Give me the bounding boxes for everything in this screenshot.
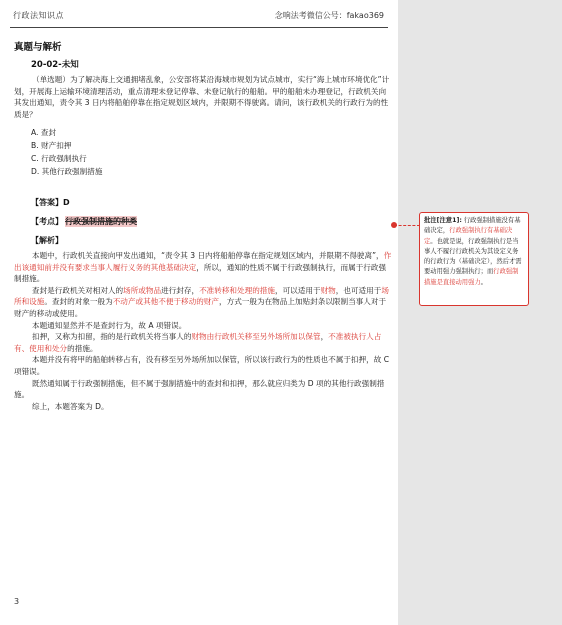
- comment-sidebar: [398, 0, 562, 625]
- keypoint-text: 行政强制措施的种类: [65, 217, 137, 226]
- analysis-paragraph-1: 本题中，行政机关直接向甲发出通知，“责令其 3 日内将船舶停靠在指定规划区域内，并限期不得驶离”，作出该通知前并没有要求当事人履行义务的其他基础决定，所以，通知的性质不属于行政强制执行，而属于行政强制措施。: [14, 251, 392, 284]
- question-id: 20-02-未知: [31, 60, 79, 70]
- analysis-paragraph-6: 既然通知属于行政强制措施，但不属于强制措施中的查封和扣押，那么就应归类为 D 项的其他行政强制措施。: [14, 378, 385, 400]
- analysis-paragraph-3: 本题通知显然并不是查封行为，故 A 项错误。: [32, 320, 187, 330]
- keypoint-label: 【考点】: [31, 217, 63, 226]
- analysis-highlight: 作出该通知前并没有要求当事人履行义务的其他基础决定: [14, 251, 392, 272]
- analysis-paragraph-2: 查封是行政机关对相对人的场所或物品进行封存，不准转移和处理的措施，可以适用于财物，也可适用于场所和设施。查封的对象一般为不动产或其他不便于移动的财产，方式一般为在物品上加贴封条以限制当事人对于财产的移动或使用。: [14, 285, 389, 318]
- header-wechat: 念响法考微信公号：fakao369: [274, 11, 384, 20]
- option-c: C. 行政强制执行: [31, 154, 87, 163]
- comment-box[interactable]: 批注[注意1]: 行政强制措施没有基础决定，行政强制执行有基础决定。也就是说，行政强制执行是当事人不履行行政机关为其设定义务的行政行为（基础决定），然后才需要动用强力强制执行；而行政强制措施是直接动用强力。: [419, 212, 529, 306]
- page-number: 3: [14, 597, 20, 606]
- option-b: B. 财产扣押: [31, 141, 72, 150]
- header-divider: [10, 27, 388, 28]
- option-a: A. 查封: [31, 128, 57, 137]
- analysis-body: [14, 250, 392, 412]
- analysis-paragraph-4: 扣押，又称为扣留，指的是行政机关将当事人的财物由行政机关移至另外场所加以保管，不准被执行人占有、使用和处分的措施。: [14, 332, 382, 353]
- analysis-label: 【解析】: [31, 236, 63, 245]
- page-header: [0, 0, 398, 28]
- analysis-paragraph-5: 本题并没有将甲的船舶转移占有，没有移至另外场所加以保管，所以该行政行为的性质也不属于扣押，故 C 项错误。: [14, 355, 390, 376]
- comment-prefix: 批注[注意1]:: [424, 217, 462, 224]
- analysis-paragraph-7: 综上，本题答案为 D。: [32, 401, 109, 411]
- header-title: 行政法知识点: [13, 11, 64, 20]
- comment-connector: [394, 225, 420, 226]
- option-d: D. 其他行政强制措施: [31, 167, 103, 176]
- question-text: （单选题）为了解决海上交通拥堵乱象，公安部将某沿海城市规划为试点城市，实行“海上城市环境优化”计划，开展海上运输环境清理活动，重点清理未登记停靠、未登记航行的船舶。甲的船舶未办理登记，行政机关向其发出通知，责令其 3 日内将船舶停靠在指定规划区域内，并限期不得驶离。请问，该行政机关的行政行为的性质是？: [14, 75, 390, 119]
- section-title: 真题与解析: [14, 42, 62, 53]
- answer-label: 【答案】D: [31, 198, 70, 207]
